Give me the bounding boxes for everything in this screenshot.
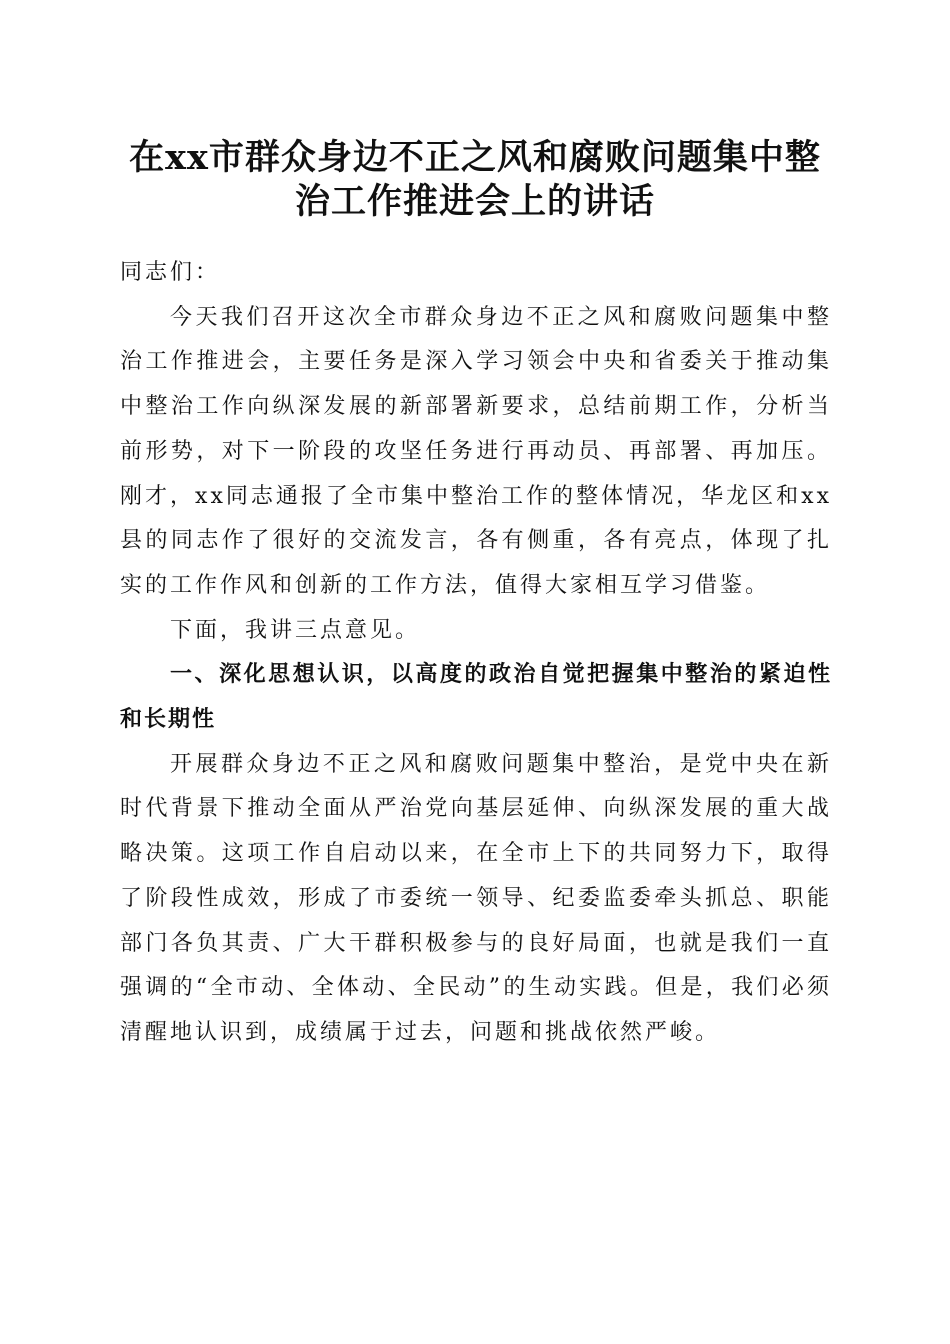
paragraph-opening: 今天我们召开这次全市群众身边不正之风和腐败问题集中整治工作推进会，主要任务是深入学习领会中央和省委关于推动集中整治工作向纵深发展的新部署新要求，总结前期工作，分析当前形势，对下一阶段的攻坚任务进行再动员、再部署、再加压。刚才，xx同志通报了全市集中整治工作的整体情况，华龙区和xx县的同志作了很好的交流发言，各有侧重，各有亮点，体现了扎实的工作作风和创新的工作方法，值得大家相互学习借鉴。 [120,304,832,598]
paragraph-outline: 下面，我讲三点意见。 [170,617,421,643]
document-body [120,251,832,1056]
title-line-2: 治工作推进会上的讲话 [294,181,655,222]
paragraph-section-1: 开展群众身边不正之风和腐败问题集中整治，是党中央在新时代背景下推动全面从严治党向基层延伸、向纵深发展的重大战略决策。这项工作自启动以来，在全市上下的共同努力下，取得了阶段性成效，形成了市委统一领导、纪委监委牵头抓总、职能部门各负其责、广大干群积极参与的良好局面，也就是我们一直强调的“全市动、全体动、全民动”的生动实践。但是，我们必须清醒地认识到，成绩属于过去，问题和挑战依然严峻。 [120,751,832,1045]
salutation: 同志们： [120,260,221,285]
document-title [120,136,830,224]
section-heading-1: 一、深化思想认识，以高度的政治自觉把握集中整治的紧迫性和长期性 [120,662,832,733]
title-line-1: 在xx市群众身边不正之风和腐败问题集中整 [129,137,821,178]
